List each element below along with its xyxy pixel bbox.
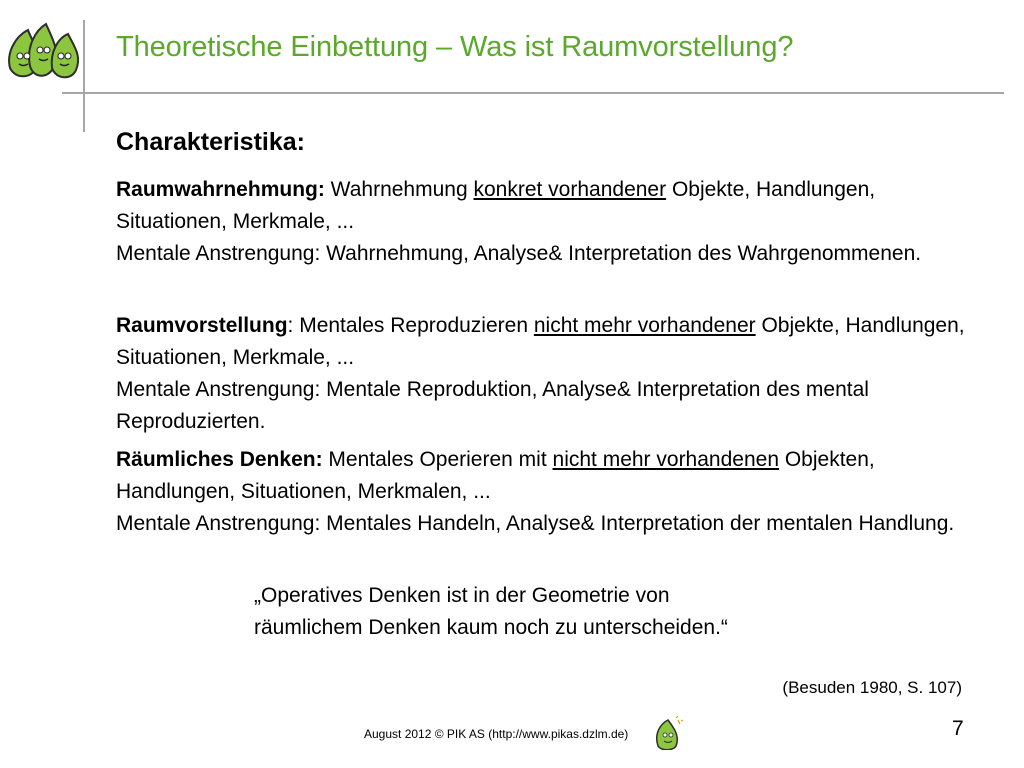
definition-text: Mentales Operieren mit [322,448,553,471]
definition-text: : Mentales Reproduzieren [287,314,534,337]
page-number: 7 [952,717,964,740]
effort-text: Mentale Anstrengung: Mentales Handeln, Analyse& Interpretation der mentalen Handlung. [116,512,955,535]
underlined-phrase: nicht mehr vorhandenen [552,448,779,471]
quote-line: räumlichem Denken kaum noch zu unterscheiden.“ [254,616,728,639]
quote-source: (Besuden 1980, S. 107) [782,678,962,697]
pikas-logo-icon [6,22,82,86]
section-raeumliches-denken [116,444,986,540]
title-rule [62,92,1004,94]
term-label: Raumvorstellung [116,314,288,337]
effort-text: Mentale Anstrengung: Wahrnehmung, Analyse& Interpretation des Wahrgenommenen. [116,242,922,265]
vertical-divider [83,20,85,132]
definition-text: Objekte, Handlungen, Situationen, Merkmale, ... [116,178,876,233]
section-raumwahrnehmung [116,174,986,270]
quote-line: „Operatives Denken ist in der Geometrie von [254,584,670,607]
mascot-icon [652,716,684,750]
definition-text: Objekten, Handlungen, Situationen, Merkmalen, ... [116,448,875,503]
term-label: Räumliches Denken: [116,448,323,471]
term-label: Raumwahrnehmung: [116,178,325,201]
definition-text: Objekte, Handlungen, Situationen, Merkmale, ... [116,314,965,369]
section-raumvorstellung [116,310,986,438]
quote [254,580,728,644]
slide-title: Theoretische Einbettung – Was ist Raumvorstellung? [116,31,794,63]
footer-text: August 2012 © PIK AS (http://www.pikas.dzlm.de) [364,727,629,741]
section-heading: Charakteristika: [116,128,305,156]
effort-text: Mentale Anstrengung: Mentale Reproduktion, Analyse& Interpretation des mental Reproduzierten. [116,378,869,433]
underlined-phrase: nicht mehr vorhandener [533,314,756,337]
definition-text: Wahrnehmung [324,178,474,201]
underlined-phrase: konkret vorhandener [473,178,667,201]
